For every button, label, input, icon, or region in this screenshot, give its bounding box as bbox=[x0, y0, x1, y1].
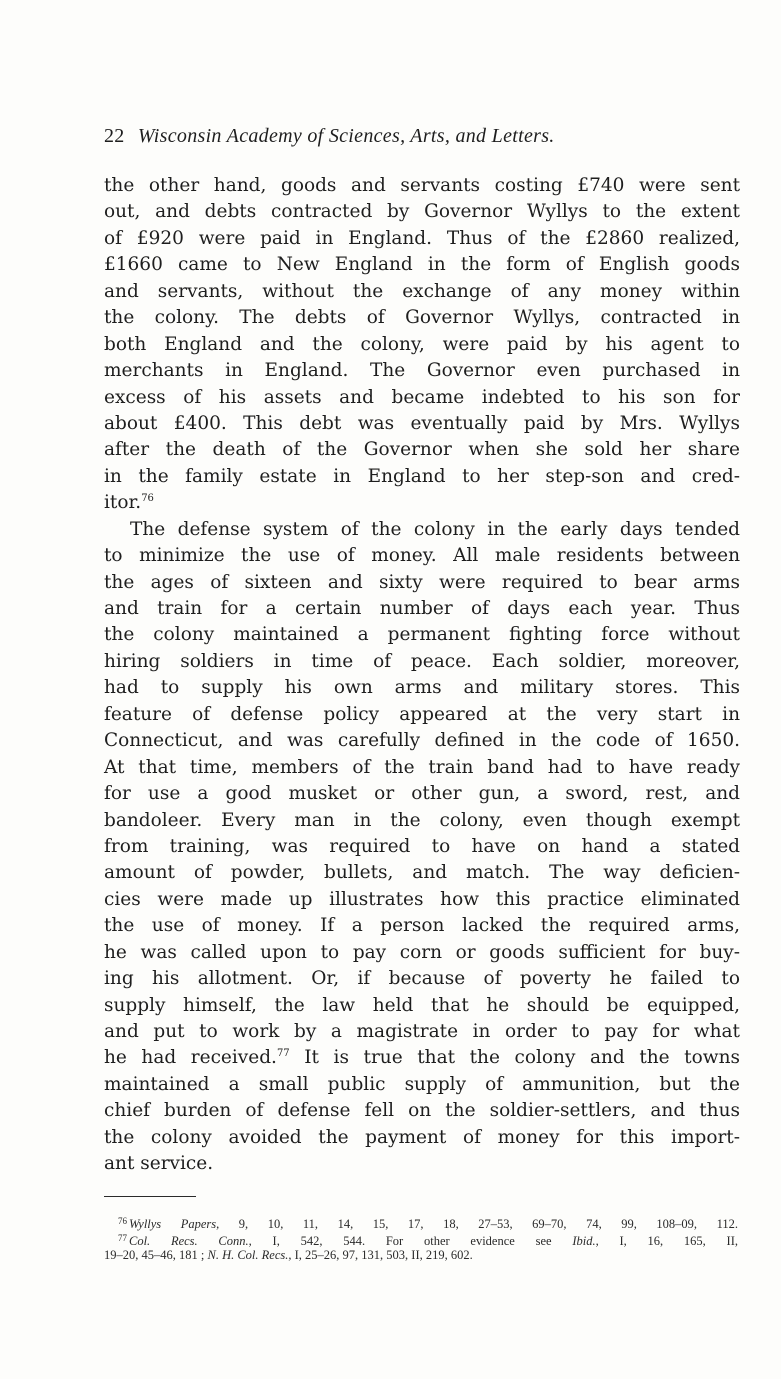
footnote-source: N. H. Col. Recs., bbox=[207, 1248, 292, 1262]
footnote-mark: 76 bbox=[118, 1216, 127, 1226]
text-line: and servants, without the exchange of any money within bbox=[104, 280, 740, 302]
text-line: the colony avoided the payment of money for this import- bbox=[104, 1126, 740, 1148]
text-line bbox=[104, 490, 740, 516]
text-line: to minimize the use of money. All male residents between bbox=[104, 545, 740, 567]
journal-title: Wisconsin Academy of Sciences, Arts, and Letters. bbox=[137, 125, 555, 147]
text-segment: It is true that the colony and the towns bbox=[289, 1047, 740, 1069]
text-line: from training, was required to have on hand a stated bbox=[104, 835, 740, 857]
footnote-source: Wyllys Papers, bbox=[129, 1217, 220, 1231]
text-line: the colony maintained a permanent fighting force without bbox=[104, 624, 740, 646]
text-line: excess of his assets and became indebted to his son for bbox=[104, 386, 740, 408]
footnote-mark: 77 bbox=[118, 1233, 127, 1243]
footnote-ref-76: 76 bbox=[141, 493, 154, 505]
text-line: merchants in England. The Governor even purchased in bbox=[104, 360, 740, 382]
text-line: had to supply his own arms and military stores. This bbox=[104, 677, 740, 699]
text-line: out, and debts contracted by Governor Wyllys to the extent bbox=[104, 201, 740, 223]
text-line: and train for a certain number of days each year. Thus bbox=[104, 598, 740, 619]
text-line: cies were made up illustrates how this practice eliminated bbox=[104, 888, 740, 910]
paragraph-start-line: The defense system of the colony in the early days tended bbox=[130, 518, 740, 540]
text-line: the other hand, goods and servants costing £740 were sent bbox=[104, 175, 740, 196]
text-line: maintained a small public supply of ammunition, but the bbox=[104, 1073, 740, 1095]
text-line: feature of defense policy appeared at the very start in bbox=[104, 703, 740, 725]
text-line: chief burden of defense fell on the soldier-settlers, and thus bbox=[104, 1100, 740, 1122]
footnote-76 bbox=[104, 1213, 738, 1230]
footnote-77-continued bbox=[104, 1247, 738, 1264]
text-line: supply himself, the law held that he should be equipped, bbox=[104, 994, 740, 1016]
footnote-77 bbox=[104, 1230, 738, 1247]
footnote-ibid: Ibid., bbox=[572, 1234, 599, 1248]
text-line: the use of money. If a person lacked the required arms, bbox=[104, 915, 740, 937]
text-line: he was called upon to pay corn or goods sufficient for buy- bbox=[104, 941, 740, 963]
text-line bbox=[104, 1045, 740, 1071]
text-line: for use a good musket or other gun, a sword, rest, and bbox=[104, 783, 740, 805]
footnotes bbox=[104, 1213, 738, 1264]
text-segment: itor. bbox=[104, 492, 142, 514]
text-line: ing his allotment. Or, if because of poverty he failed to bbox=[104, 968, 740, 990]
text-line: ant service. bbox=[104, 1153, 214, 1175]
footnote-text: I, 25–26, 97, 131, 503, II, 219, 602. bbox=[291, 1248, 473, 1262]
footnote-text: 19–20, 45–46, 181 ; bbox=[104, 1248, 208, 1262]
footnote-ref-77: 77 bbox=[276, 1048, 290, 1060]
text-line: £1660 came to New England in the form of English goods bbox=[104, 254, 740, 276]
footnote-text: I, 16, 165, II, bbox=[598, 1234, 738, 1248]
body-text bbox=[104, 173, 740, 1178]
text-line: after the death of the Governor when she sold her share bbox=[104, 439, 740, 461]
text-segment: he had received. bbox=[104, 1047, 277, 1069]
text-line: about £400. This debt was eventually paid by Mrs. Wyllys bbox=[104, 412, 740, 434]
footnote-text: 9, 10, 11, 14, 15, 17, 18, 27–53, 69–70, 74, 99, 108–09, 112. bbox=[219, 1217, 738, 1231]
text-line: amount of powder, bullets, and match. The way deficien- bbox=[104, 862, 740, 884]
running-head bbox=[104, 124, 555, 148]
footnote-rule bbox=[104, 1196, 196, 1197]
footnote-text: I, 542, 544. For other evidence see bbox=[251, 1234, 573, 1248]
text-line: in the family estate in England to her step-son and cred- bbox=[104, 465, 740, 487]
text-line: Connecticut, and was carefully defined in the code of 1650. bbox=[104, 730, 740, 752]
page-number: 22 bbox=[104, 125, 125, 147]
text-line: hiring soldiers in time of peace. Each soldier, moreover, bbox=[104, 650, 740, 672]
text-line: both England and the colony, were paid by his agent to bbox=[104, 333, 740, 355]
text-line: and put to work by a magistrate in order to pay for what bbox=[104, 1021, 740, 1042]
footnote-source: Col. Recs. Conn., bbox=[129, 1234, 252, 1248]
text-line: the ages of sixteen and sixty were required to bear arms bbox=[104, 571, 740, 593]
text-line: bandoleer. Every man in the colony, even though exempt bbox=[104, 809, 740, 831]
text-line: of £920 were paid in England. Thus of the £2860 realized, bbox=[104, 227, 740, 249]
text-line: the colony. The debts of Governor Wyllys, contracted in bbox=[104, 307, 740, 329]
text-line: At that time, members of the train band had to have ready bbox=[104, 756, 740, 778]
